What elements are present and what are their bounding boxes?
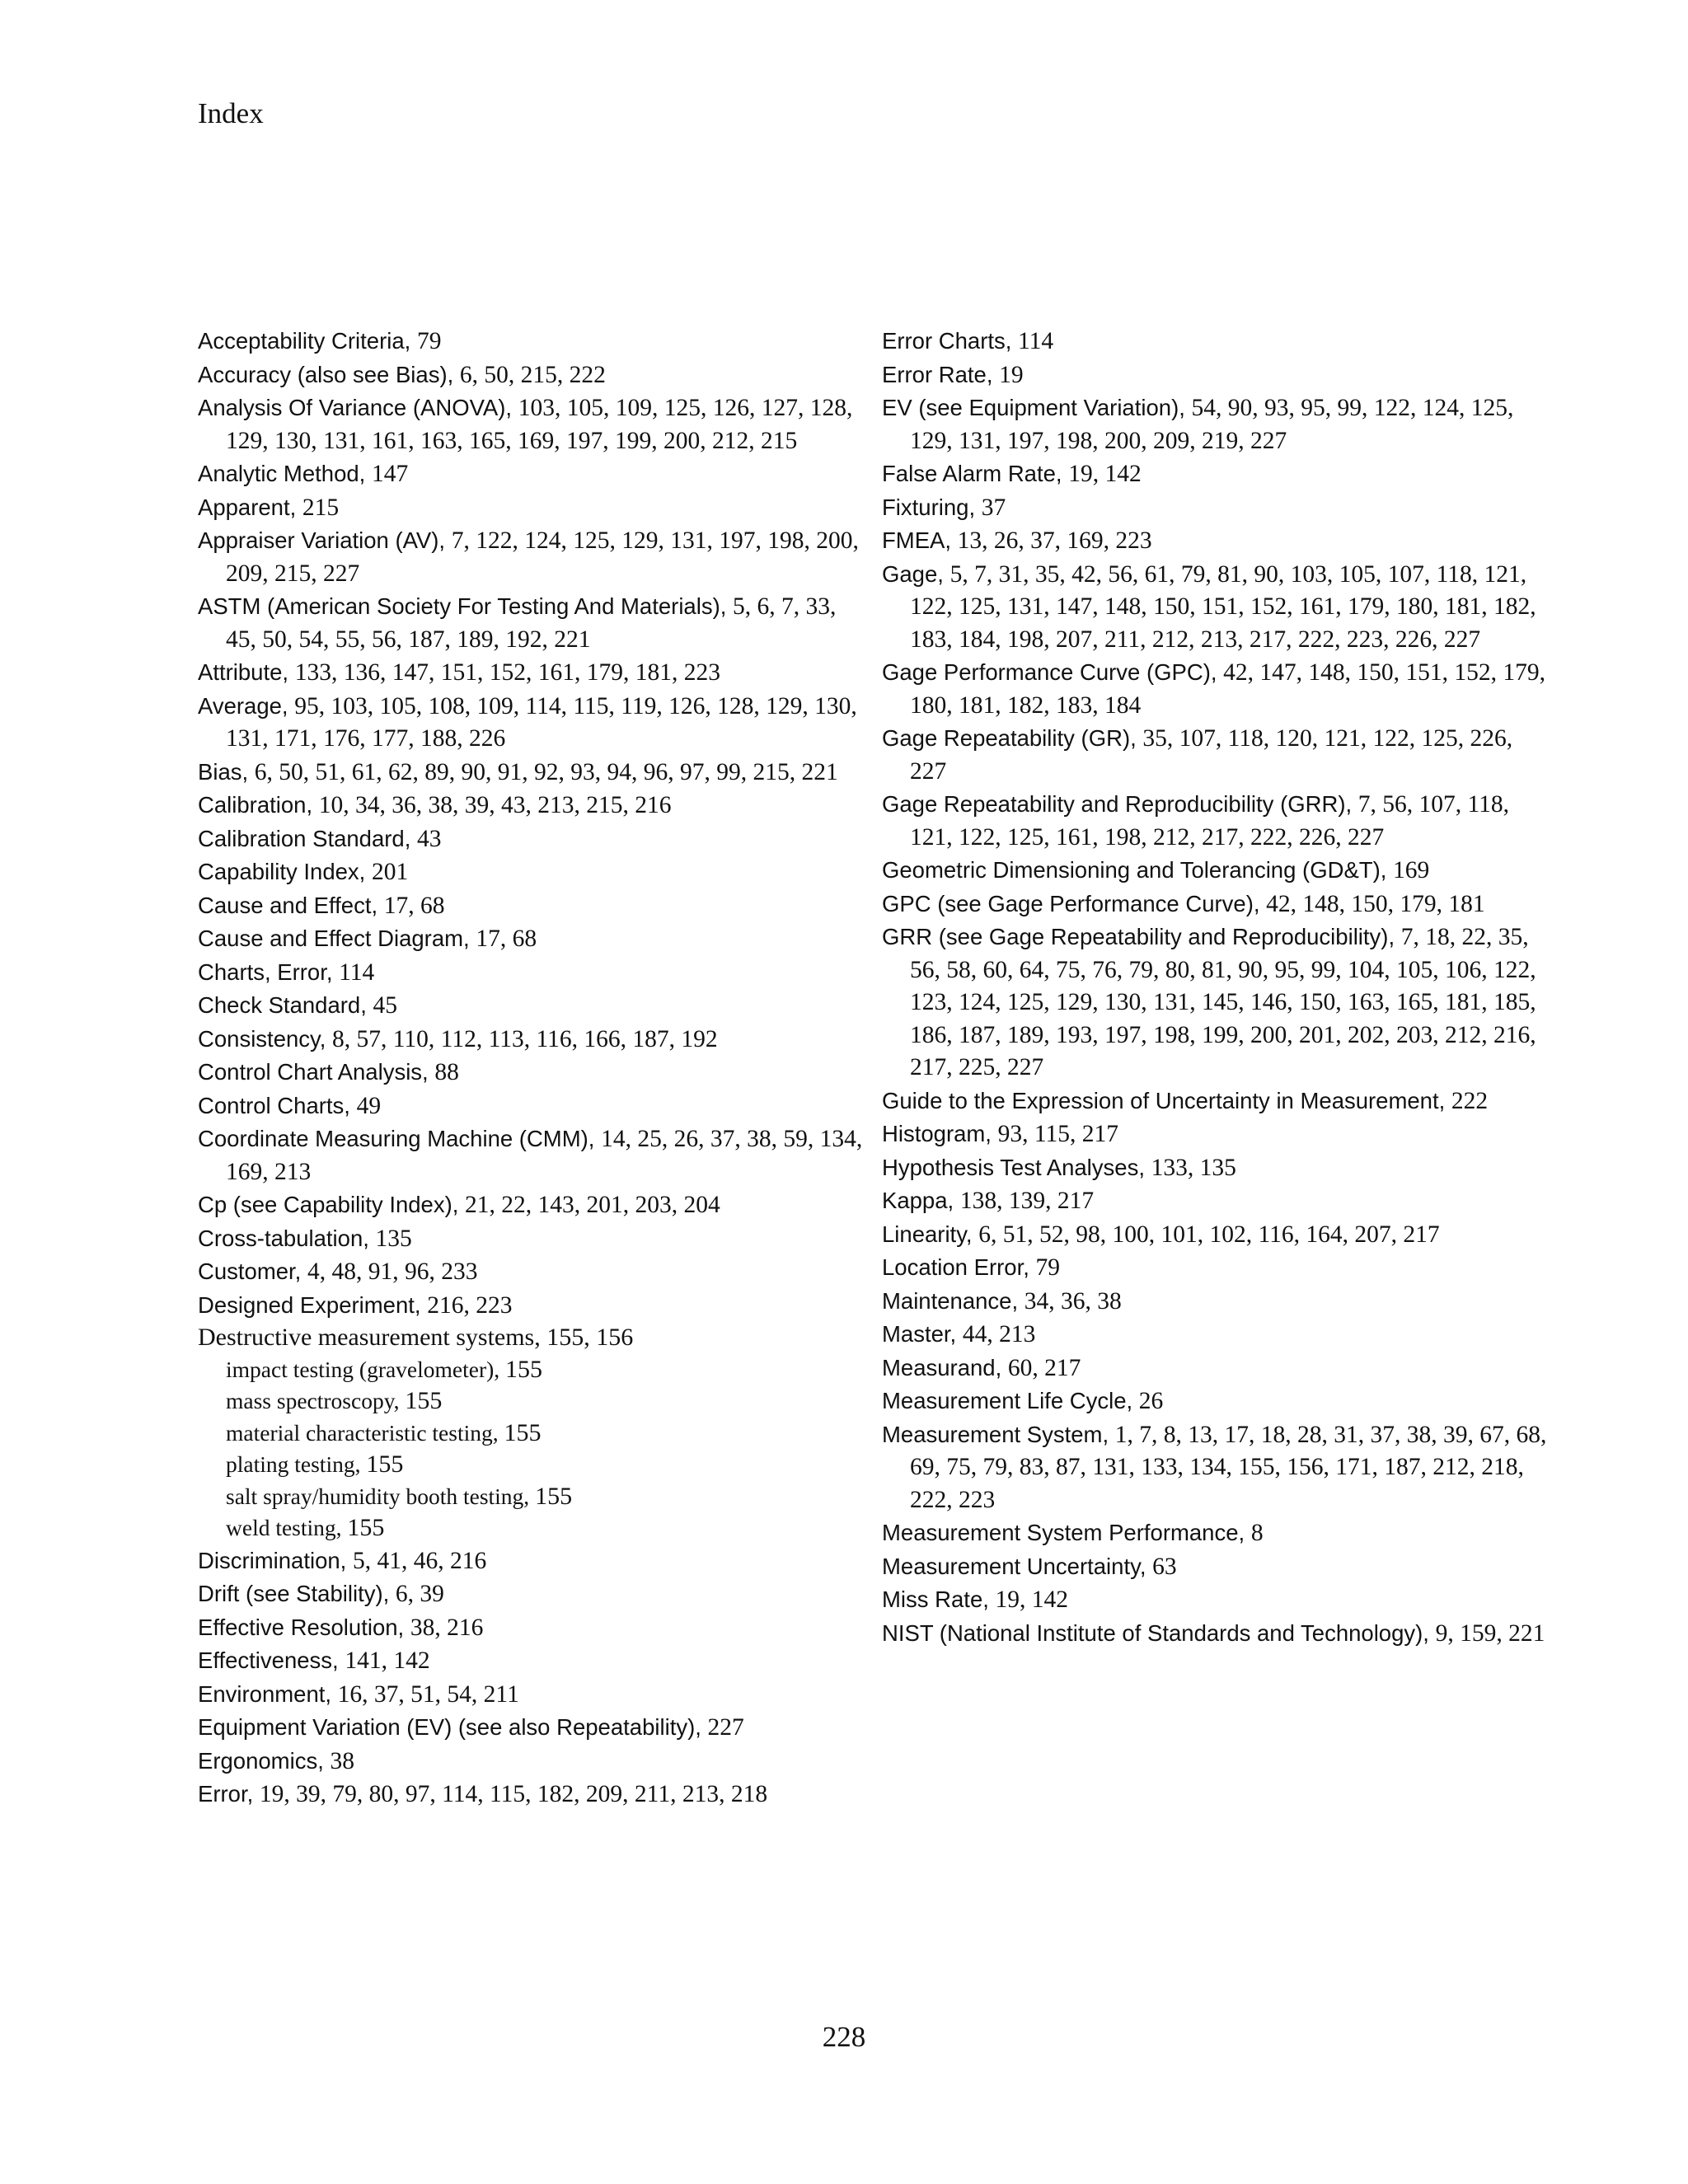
index-page-refs: 201 bbox=[371, 859, 409, 885]
index-page-refs: 155 bbox=[347, 1514, 385, 1541]
index-entry bbox=[198, 1544, 865, 1578]
index-entry bbox=[198, 823, 865, 856]
index-entry bbox=[198, 1644, 865, 1678]
index-term: Accuracy (also see Bias), bbox=[198, 361, 460, 387]
index-entry bbox=[882, 854, 1550, 888]
index-entry bbox=[882, 1251, 1550, 1285]
index-entry bbox=[198, 956, 865, 990]
index-term: Control Chart Analysis, bbox=[198, 1059, 435, 1085]
index-page-refs: 6, 50, 215, 222 bbox=[459, 361, 606, 388]
index-entry bbox=[198, 1222, 865, 1256]
index-entry bbox=[882, 1516, 1550, 1550]
index-entry bbox=[198, 1322, 865, 1354]
index-term: Attribute, bbox=[198, 659, 295, 685]
index-term: Average, bbox=[198, 692, 295, 719]
index-page-refs: 155 bbox=[366, 1451, 404, 1478]
index-page-refs: 6, 51, 52, 98, 100, 101, 102, 116, 164, 207, 217 bbox=[978, 1221, 1440, 1248]
index-term: Measurement Uncertainty, bbox=[882, 1553, 1153, 1579]
index-entry bbox=[198, 590, 865, 656]
index-page-refs: 63 bbox=[1152, 1553, 1177, 1580]
index-entry bbox=[882, 1218, 1550, 1252]
index-page-refs: 133, 135 bbox=[1151, 1154, 1236, 1181]
index-page-refs: 155 bbox=[505, 1355, 543, 1383]
index-page-refs: 8 bbox=[1250, 1520, 1264, 1546]
index-term: NIST (National Institute of Standards and Technology), bbox=[882, 1619, 1436, 1646]
index-page-refs: 34, 36, 38 bbox=[1024, 1287, 1122, 1315]
index-page-refs: 14, 25, 26, 37, 38, 59, 134, 169, 213 bbox=[226, 1126, 863, 1185]
index-entry bbox=[198, 1778, 865, 1811]
index-entry bbox=[882, 656, 1550, 722]
index-entry bbox=[198, 789, 865, 823]
index-page-refs: 147 bbox=[371, 461, 409, 487]
index-term: Consistency, bbox=[198, 1025, 333, 1052]
index-term: False Alarm Rate, bbox=[882, 461, 1069, 486]
index-entry bbox=[882, 1085, 1550, 1118]
index-page-refs: 4, 48, 91, 96, 233 bbox=[307, 1258, 478, 1285]
index-entry bbox=[198, 756, 865, 790]
index-entry bbox=[882, 921, 1550, 1085]
index-term: Kappa, bbox=[882, 1188, 960, 1213]
index-entry bbox=[198, 922, 865, 956]
index-term: Appraiser Variation (AV), bbox=[198, 527, 452, 553]
index-page-refs: 141, 142 bbox=[345, 1647, 430, 1674]
index-term: Acceptability Criteria, bbox=[198, 328, 417, 354]
index-subentry bbox=[198, 1512, 865, 1544]
index-term: material characteristic testing, bbox=[226, 1419, 504, 1446]
index-page-refs: 54, 90, 93, 95, 99, 122, 124, 125, 129, 131, 197, 198, 200, 209, 219, 227 bbox=[910, 395, 1514, 454]
index-entry bbox=[882, 457, 1550, 491]
index-entry bbox=[198, 1289, 865, 1323]
index-entry bbox=[198, 524, 865, 590]
index-term: Measurand, bbox=[882, 1354, 1008, 1380]
index-entry bbox=[882, 491, 1550, 525]
index-entry bbox=[882, 558, 1550, 657]
index-term: Miss Rate, bbox=[882, 1586, 996, 1612]
index-page-refs: 138, 139, 217 bbox=[959, 1188, 1095, 1214]
index-page-refs: 135 bbox=[375, 1225, 412, 1252]
index-term: Charts, Error, bbox=[198, 958, 340, 985]
index-entry bbox=[198, 391, 865, 457]
index-term: Environment, bbox=[198, 1680, 338, 1707]
index-page-refs: 7, 18, 22, 35, 56, 58, 60, 64, 75, 76, 79, 80, 81, 90, 95, 99, 104, 105, 106, 122, 123, 124, 125, 129, 130, 131, 145, 146, 150, 163, 165, 181, 185, 186, 187, 189, 193, 197, 198, 199, 200, 201, 202, 203, 212, 216, 217, 225, 227 bbox=[910, 924, 1536, 1080]
index-page-refs: 19, 142 bbox=[1068, 461, 1142, 487]
index-page-refs: 103, 105, 109, 125, 126, 127, 128, 129, 130, 131, 161, 163, 165, 169, 197, 199, 200, 212, 215 bbox=[226, 395, 853, 454]
index-term: Drift (see Stability), bbox=[198, 1581, 396, 1606]
index-entry bbox=[198, 1611, 865, 1645]
index-page-refs: 38 bbox=[330, 1747, 354, 1774]
index-page-refs: 133, 136, 147, 151, 152, 161, 179, 181, 223 bbox=[294, 659, 720, 686]
index-page-refs: 21, 22, 143, 201, 203, 204 bbox=[465, 1192, 720, 1218]
index-term: Error Charts, bbox=[882, 328, 1019, 354]
index-entry bbox=[882, 359, 1550, 392]
index-entry bbox=[198, 1711, 865, 1745]
index-page-refs: 155 bbox=[504, 1418, 542, 1446]
index-entry bbox=[198, 1678, 865, 1712]
index-entry bbox=[198, 1122, 865, 1188]
index-subentry bbox=[198, 1418, 865, 1450]
index-term: Histogram, bbox=[882, 1121, 998, 1146]
index-page-refs: 155, 156 bbox=[546, 1324, 634, 1351]
index-entry bbox=[882, 1385, 1550, 1418]
index-page-refs: 5, 6, 7, 33, 45, 50, 54, 55, 56, 187, 189, 192, 221 bbox=[226, 593, 837, 653]
index-term: impact testing (gravelometer), bbox=[226, 1356, 506, 1382]
index-entry bbox=[882, 391, 1550, 457]
index-term: ASTM (American Society For Testing And Materials), bbox=[198, 593, 734, 619]
index-page-refs: 16, 37, 51, 54, 211 bbox=[337, 1680, 519, 1708]
index-page-refs: 43 bbox=[417, 825, 442, 852]
index-entry bbox=[882, 888, 1550, 921]
index-term: Check Standard, bbox=[198, 992, 373, 1018]
index-term: Gage Performance Curve (GPC), bbox=[882, 659, 1224, 685]
index-term: Designed Experiment, bbox=[198, 1291, 428, 1318]
index-page-refs: 114 bbox=[339, 958, 375, 986]
index-entry bbox=[882, 1184, 1550, 1218]
index-page-refs: 42, 148, 150, 179, 181 bbox=[1266, 890, 1485, 917]
index-term: Destructive measurement systems, bbox=[198, 1324, 547, 1351]
index-entry bbox=[198, 690, 865, 756]
index-page-refs: 49 bbox=[356, 1092, 382, 1119]
index-subentry bbox=[198, 1385, 865, 1418]
index-page-refs: 8, 57, 110, 112, 113, 116, 166, 187, 192 bbox=[332, 1025, 718, 1052]
index-term: Customer, bbox=[198, 1258, 307, 1284]
index-term: Discrimination, bbox=[198, 1547, 353, 1573]
index-subentry bbox=[198, 1481, 865, 1513]
index-page-refs: 37 bbox=[981, 494, 1006, 521]
index-page-refs: 215 bbox=[302, 494, 340, 521]
index-term: GRR (see Gage Repeatability and Reproducibility), bbox=[882, 924, 1401, 949]
index-page-refs: 17, 68 bbox=[476, 926, 537, 952]
index-entry bbox=[198, 1188, 865, 1222]
index-page-refs: 7, 122, 124, 125, 129, 131, 197, 198, 200, 209, 215, 227 bbox=[226, 527, 859, 587]
index-entry bbox=[882, 1418, 1550, 1517]
index-entry bbox=[198, 491, 865, 525]
index-column-left bbox=[198, 325, 865, 1811]
index-term: Effectiveness, bbox=[198, 1647, 345, 1673]
index-page-refs: 42, 147, 148, 150, 151, 152, 179, 180, 181, 182, 183, 184 bbox=[910, 659, 1546, 719]
index-page-refs: 6, 39 bbox=[395, 1581, 444, 1607]
index-page-refs: 88 bbox=[434, 1059, 459, 1085]
index-term: Gage, bbox=[882, 560, 950, 587]
index-page-refs: 79 bbox=[416, 328, 442, 354]
index-term: Guide to the Expression of Uncertainty in Measurement, bbox=[882, 1087, 1451, 1113]
index-page-refs: 35, 107, 118, 120, 121, 122, 125, 226, 227 bbox=[910, 725, 1513, 785]
index-term: GPC (see Gage Performance Curve), bbox=[882, 890, 1267, 916]
index-entry bbox=[198, 656, 865, 690]
index-page-refs: 17, 68 bbox=[383, 892, 445, 919]
index-page-refs: 7, 56, 107, 118, 121, 122, 125, 161, 198, 212, 217, 222, 226, 227 bbox=[910, 791, 1510, 851]
index-page-refs: 114 bbox=[1018, 328, 1054, 354]
index-page-refs: 45 bbox=[373, 992, 397, 1019]
page-number: 228 bbox=[822, 2021, 866, 2053]
index-term: Measurement System, bbox=[882, 1421, 1115, 1447]
index-page-refs: 60, 217 bbox=[1007, 1354, 1081, 1381]
index-term: Error, bbox=[198, 1781, 260, 1807]
index-subentry bbox=[198, 1354, 865, 1386]
index-term: Apparent, bbox=[198, 494, 302, 520]
index-term: FMEA, bbox=[882, 527, 958, 553]
index-entry bbox=[198, 359, 865, 392]
index-entry bbox=[882, 1285, 1550, 1319]
index-entry bbox=[882, 788, 1550, 854]
index-term: Cp (see Capability Index), bbox=[198, 1192, 466, 1217]
index-page-refs: 155 bbox=[535, 1482, 573, 1510]
index-term: Analysis Of Variance (ANOVA), bbox=[198, 395, 518, 420]
index-term: plating testing, bbox=[226, 1451, 367, 1477]
index-page-refs: 169 bbox=[1393, 857, 1430, 883]
index-page-refs: 155 bbox=[405, 1387, 443, 1414]
index-entry bbox=[198, 1255, 865, 1289]
page-title: Index bbox=[198, 97, 264, 129]
index-entry bbox=[198, 855, 865, 889]
index-term: Calibration Standard, bbox=[198, 825, 417, 851]
index-page-refs: 19, 39, 79, 80, 97, 114, 115, 182, 209, 211, 213, 218 bbox=[259, 1781, 768, 1807]
index-entry bbox=[198, 1577, 865, 1611]
index-term: Equipment Variation (EV) (see also Repeatability), bbox=[198, 1714, 708, 1740]
index-entry bbox=[882, 722, 1550, 788]
index-term: mass spectroscopy, bbox=[226, 1388, 406, 1413]
index-entry bbox=[882, 1617, 1550, 1651]
index-term: Error Rate, bbox=[882, 361, 1000, 387]
index-page-refs: 10, 34, 36, 38, 39, 43, 213, 215, 216 bbox=[318, 792, 672, 818]
index-column-right bbox=[882, 325, 1550, 1650]
index-term: Fixturing, bbox=[882, 494, 982, 520]
index-term: Calibration, bbox=[198, 792, 319, 818]
index-term: Maintenance, bbox=[882, 1287, 1025, 1314]
index-term: Hypothesis Test Analyses, bbox=[882, 1154, 1151, 1180]
index-entry bbox=[198, 1056, 865, 1090]
index-term: Cross-tabulation, bbox=[198, 1225, 376, 1251]
index-page-refs: 13, 26, 37, 169, 223 bbox=[957, 527, 1152, 554]
index-entry bbox=[882, 1352, 1550, 1385]
index-page-refs: 1, 7, 8, 13, 17, 18, 28, 31, 37, 38, 39, 67, 68, 69, 75, 79, 83, 87, 131, 133, 134, 155, 156, 171, 187, 212, 218, 222, 223 bbox=[910, 1421, 1547, 1513]
index-entry bbox=[198, 1023, 865, 1057]
index-entry bbox=[882, 1318, 1550, 1352]
index-page-refs: 5, 41, 46, 216 bbox=[352, 1547, 487, 1574]
index-entry bbox=[198, 457, 865, 491]
index-subentry bbox=[198, 1449, 865, 1481]
index-term: Coordinate Measuring Machine (CMM), bbox=[198, 1126, 602, 1151]
index-term: Linearity, bbox=[882, 1221, 979, 1247]
index-page-refs: 6, 50, 51, 61, 62, 89, 90, 91, 92, 93, 94, 96, 97, 99, 215, 221 bbox=[254, 758, 838, 785]
index-entry bbox=[198, 325, 865, 359]
index-term: Bias, bbox=[198, 758, 255, 785]
index-page-refs: 216, 223 bbox=[427, 1291, 513, 1319]
index-term: Geometric Dimensioning and Tolerancing (GD&T), bbox=[882, 857, 1394, 883]
index-term: Effective Resolution, bbox=[198, 1614, 410, 1640]
index-page-refs: 19 bbox=[999, 361, 1024, 388]
index-page-refs: 95, 103, 105, 108, 109, 114, 115, 119, 126, 128, 129, 130, 131, 171, 176, 177, 188, 226 bbox=[226, 692, 857, 752]
index-page-refs: 26 bbox=[1138, 1388, 1164, 1414]
index-term: Analytic Method, bbox=[198, 461, 372, 486]
index-entry bbox=[198, 1090, 865, 1123]
index-page-refs: 93, 115, 217 bbox=[997, 1121, 1118, 1147]
index-term: Gage Repeatability and Reproducibility (GRR), bbox=[882, 791, 1358, 817]
index-entry bbox=[882, 325, 1550, 359]
index-entry bbox=[198, 989, 865, 1023]
index-entry bbox=[882, 1118, 1550, 1151]
index-term: Gage Repeatability (GR), bbox=[882, 725, 1143, 751]
index-term: Location Error, bbox=[882, 1254, 1036, 1280]
index-term: Capability Index, bbox=[198, 859, 372, 884]
index-entry bbox=[882, 1550, 1550, 1584]
index-entry bbox=[198, 1745, 865, 1779]
index-term: Control Charts, bbox=[198, 1092, 357, 1118]
index-entry bbox=[882, 524, 1550, 558]
index-page-refs: 38, 216 bbox=[410, 1614, 484, 1641]
index-term: Ergonomics, bbox=[198, 1747, 331, 1774]
index-term: Cause and Effect Diagram, bbox=[198, 926, 476, 951]
index-term: weld testing, bbox=[226, 1515, 348, 1540]
index-term: EV (see Equipment Variation), bbox=[882, 395, 1192, 420]
index-page-refs: 227 bbox=[707, 1714, 744, 1741]
index-term: Measurement System Performance, bbox=[882, 1520, 1251, 1545]
index-entry bbox=[198, 889, 865, 923]
index-page-refs: 222 bbox=[1451, 1087, 1489, 1114]
index-term: Master, bbox=[882, 1321, 963, 1347]
index-term: Measurement Life Cycle, bbox=[882, 1388, 1139, 1413]
index-page-refs: 9, 159, 221 bbox=[1435, 1619, 1545, 1647]
index-page-refs: 5, 7, 31, 35, 42, 56, 61, 79, 81, 90, 103, 105, 107, 118, 121, 122, 125, 131, 147, 148, 150, 151, 152, 161, 179, 180, 181, 182, 183, 184, 198, 207, 211, 212, 213, 217, 222, 223, 226, 227 bbox=[910, 560, 1536, 653]
index-entry bbox=[882, 1583, 1550, 1617]
index-entry bbox=[882, 1151, 1550, 1185]
index-term: salt spray/humidity booth testing, bbox=[226, 1483, 536, 1509]
index-page-refs: 79 bbox=[1035, 1254, 1060, 1281]
index-page-refs: 44, 213 bbox=[962, 1321, 1036, 1347]
index-page-refs: 19, 142 bbox=[995, 1586, 1069, 1613]
index-term: Cause and Effect, bbox=[198, 892, 384, 918]
